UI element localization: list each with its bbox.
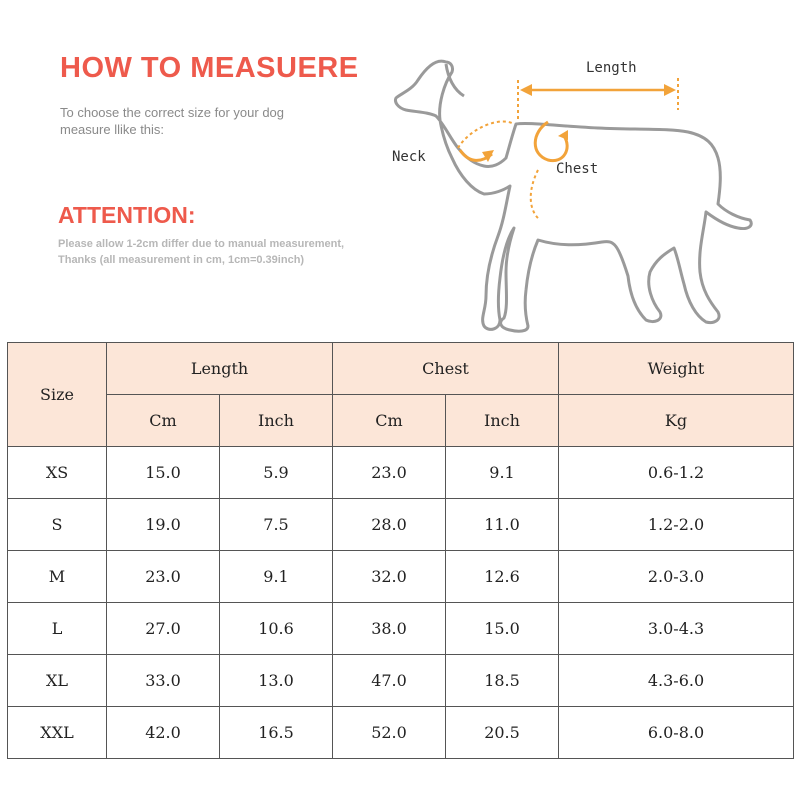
length-inch-cell: 10.6 <box>220 603 333 655</box>
length-inch-cell: 5.9 <box>220 447 333 499</box>
dog-silhouette <box>395 61 751 331</box>
size-chart-table <box>7 342 794 759</box>
length-cm-cell: 19.0 <box>107 499 220 551</box>
chest-arrowhead <box>558 130 568 140</box>
length-header: Length <box>107 343 333 395</box>
weight-kg-cell: 2.0-3.0 <box>559 551 794 603</box>
note-line: Please allow 1-2cm differ due to manual measurement, <box>58 238 345 250</box>
chest-inch-cell: 18.5 <box>446 655 559 707</box>
intro-line: To choose the correct size for your dog <box>60 105 285 120</box>
chest-inch-header: Inch <box>446 395 559 447</box>
chest-inch-cell: 20.5 <box>446 707 559 759</box>
chest-cm-cell: 28.0 <box>333 499 446 551</box>
table-row <box>8 499 794 551</box>
length-inch-header: Inch <box>220 395 333 447</box>
table-row <box>8 655 794 707</box>
table-body <box>8 447 794 759</box>
note-line: Thanks (all measurement in cm, 1cm=0.39inch) <box>58 254 305 266</box>
page-title: HOW TO MEASUERE <box>60 52 359 84</box>
table-row <box>8 447 794 499</box>
chest-header: Chest <box>333 343 559 395</box>
length-cm-cell: 42.0 <box>107 707 220 759</box>
length-label: Length <box>586 60 637 76</box>
length-inch-cell: 9.1 <box>220 551 333 603</box>
length-cm-cell: 23.0 <box>107 551 220 603</box>
size-cell: XXL <box>8 707 107 759</box>
table-row <box>8 707 794 759</box>
chest-inch-cell: 15.0 <box>446 603 559 655</box>
size-cell: XL <box>8 655 107 707</box>
length-inch-cell: 13.0 <box>220 655 333 707</box>
length-inch-cell: 16.5 <box>220 707 333 759</box>
length-cm-cell: 15.0 <box>107 447 220 499</box>
chest-arrow <box>535 122 567 161</box>
chest-cm-cell: 23.0 <box>333 447 446 499</box>
chest-dashed-loop <box>531 170 540 220</box>
chest-cm-cell: 52.0 <box>333 707 446 759</box>
length-cm-cell: 27.0 <box>107 603 220 655</box>
chest-cm-cell: 47.0 <box>333 655 446 707</box>
chest-label: Chest <box>556 161 599 177</box>
weight-kg-cell: 1.2-2.0 <box>559 499 794 551</box>
chest-inch-cell: 11.0 <box>446 499 559 551</box>
chest-inch-cell: 9.1 <box>446 447 559 499</box>
length-arrowhead-right <box>664 84 676 96</box>
chest-cm-header: Cm <box>333 395 446 447</box>
length-cm-header: Cm <box>107 395 220 447</box>
length-cm-cell: 33.0 <box>107 655 220 707</box>
intro-text <box>60 104 340 138</box>
neck-dashed-loop <box>458 121 514 148</box>
intro-line: measure llike this: <box>60 122 165 137</box>
weight-kg-cell: 4.3-6.0 <box>559 655 794 707</box>
weight-header: Weight <box>559 343 794 395</box>
table-row <box>8 603 794 655</box>
weight-kg-cell: 0.6-1.2 <box>559 447 794 499</box>
size-cell: L <box>8 603 107 655</box>
chest-inch-cell: 12.6 <box>446 551 559 603</box>
weight-kg-cell: 6.0-8.0 <box>559 707 794 759</box>
weight-kg-cell: 3.0-4.3 <box>559 603 794 655</box>
size-cell: S <box>8 499 107 551</box>
attention-heading: ATTENTION: <box>58 202 196 228</box>
size-cell: M <box>8 551 107 603</box>
size-header: Size <box>8 343 107 447</box>
length-arrowhead-left <box>520 84 532 96</box>
table-subheader-row <box>8 395 794 447</box>
weight-kg-header: Kg <box>559 395 794 447</box>
table-header-row <box>8 343 794 395</box>
neck-label: Neck <box>392 149 426 165</box>
dog-measurement-diagram <box>388 40 768 340</box>
chest-cm-cell: 32.0 <box>333 551 446 603</box>
attention-note <box>58 236 418 268</box>
size-cell: XS <box>8 447 107 499</box>
chest-cm-cell: 38.0 <box>333 603 446 655</box>
table-row <box>8 551 794 603</box>
length-inch-cell: 7.5 <box>220 499 333 551</box>
